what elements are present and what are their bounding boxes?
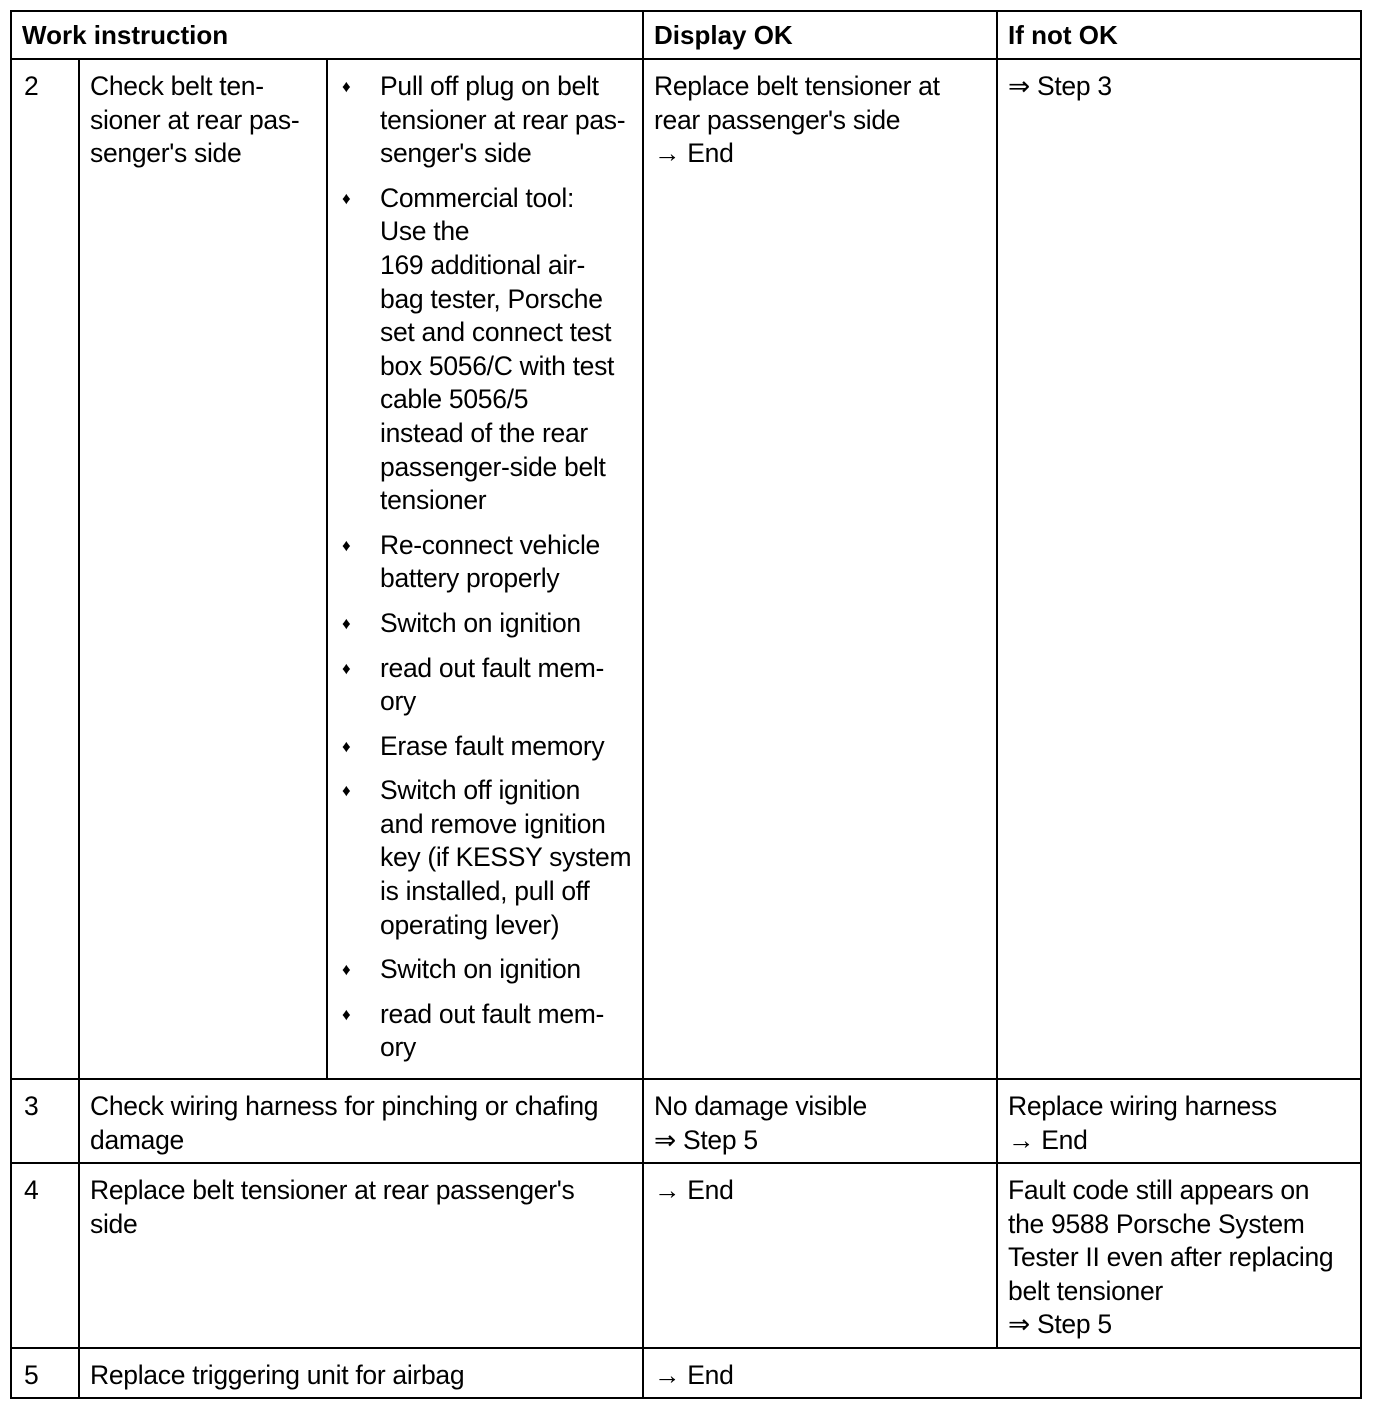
work-instruction-table	[10, 10, 1362, 1399]
header-if-not-ok: If not OK	[997, 11, 1361, 59]
text-line: tensioner at rear pas-	[380, 104, 626, 135]
diamond-bullet-icon: ♦	[342, 658, 351, 678]
display-ok-text	[643, 59, 997, 1079]
text-line: Fault code still appears on	[1008, 1175, 1310, 1205]
if-not-ok-text	[997, 1163, 1361, 1348]
instruction-text	[79, 1163, 643, 1348]
text-line: belt tensioner	[1008, 1275, 1163, 1306]
header-row	[11, 11, 1361, 59]
text-line: battery properly	[380, 563, 560, 594]
if-not-ok-text	[997, 59, 1361, 1079]
text-line: Replace wiring harness	[1008, 1091, 1277, 1121]
text-line: Re-connect vehicle	[380, 529, 600, 560]
text-line: instead of the rear	[380, 417, 588, 448]
text-line: cable 5056/5	[380, 384, 529, 415]
text-line: senger's side	[90, 138, 242, 169]
step-number: 5	[11, 1348, 79, 1398]
text-line: 169 additional air-	[380, 249, 585, 280]
display-ok-text	[643, 1163, 997, 1348]
instruction-text	[79, 59, 327, 1079]
bullet-item	[338, 953, 634, 987]
text-line: Replace triggering unit for airbag	[90, 1360, 465, 1390]
diamond-bullet-icon: ♦	[342, 960, 351, 980]
diamond-bullet-icon: ♦	[342, 613, 351, 633]
bullet-item	[338, 730, 634, 764]
text-line: is installed, pull off	[380, 876, 590, 907]
text-line: operating lever)	[380, 909, 560, 940]
bullet-item	[338, 182, 634, 518]
bullet-text	[380, 607, 634, 641]
text-line: Pull off plug on belt	[380, 71, 599, 101]
text-line: set and connect test	[380, 317, 612, 348]
text-line: ory	[380, 686, 416, 717]
diamond-bullet-icon: ♦	[342, 1004, 351, 1024]
bullet-text	[380, 774, 634, 942]
step-number: 2	[11, 59, 79, 1079]
diamond-bullet-icon: ♦	[342, 781, 351, 801]
text-line: damage	[90, 1124, 184, 1155]
text-line: Switch off ignition	[380, 775, 581, 806]
text-line: ory	[380, 1032, 416, 1063]
bullet-item	[338, 70, 634, 171]
bullet-text	[380, 730, 634, 764]
text-line: → End	[1008, 1124, 1088, 1155]
text-line: Use the	[380, 216, 470, 247]
bullet-text	[380, 998, 634, 1065]
bullet-text	[380, 70, 634, 171]
text-line: Switch on ignition	[380, 607, 581, 638]
bullet-item	[338, 607, 634, 641]
instruction-text	[79, 1079, 643, 1163]
display-ok-text	[643, 1079, 997, 1163]
text-line: Erase fault memory	[380, 730, 605, 761]
bullet-text	[380, 182, 634, 518]
text-line: → End	[654, 1360, 734, 1390]
text-line: Replace belt tensioner at rear passenger's	[90, 1175, 575, 1205]
diamond-bullet-icon: ♦	[342, 77, 351, 96]
text-line: Commercial tool:	[380, 182, 575, 213]
bullet-item	[338, 652, 634, 719]
text-line: box 5056/C with test	[380, 350, 615, 381]
text-line: Replace belt tensioner at	[654, 71, 940, 101]
text-line: passenger-side belt	[380, 451, 606, 482]
bullet-text	[380, 652, 634, 719]
text-line: Switch on ignition	[380, 954, 581, 985]
text-line: bag tester, Porsche	[380, 283, 603, 314]
diamond-bullet-icon: ♦	[342, 188, 351, 208]
diamond-bullet-icon: ♦	[342, 535, 351, 555]
text-line: ⇒ Step 5	[1008, 1309, 1112, 1340]
text-line: and remove ignition	[380, 808, 606, 839]
text-line: ⇒ Step 5	[654, 1124, 758, 1155]
table-row-step-5	[11, 1348, 1361, 1398]
text-line: Check belt ten-	[90, 71, 264, 101]
text-line: Check wiring harness for pinching or chafing	[90, 1091, 599, 1121]
text-line: senger's side	[380, 138, 532, 169]
table-row-step-4	[11, 1163, 1361, 1348]
header-work-instruction: Work instruction	[11, 11, 643, 59]
text-line: key (if KESSY system	[380, 842, 632, 873]
text-line: No damage visible	[654, 1091, 867, 1121]
bullet-text	[380, 953, 634, 987]
bullet-text	[380, 529, 634, 596]
table-row-step-3	[11, 1079, 1361, 1163]
step-number: 3	[11, 1079, 79, 1163]
bullet-item	[338, 529, 634, 596]
text-line: sioner at rear pas-	[90, 104, 300, 135]
diamond-bullet-icon: ♦	[342, 736, 351, 756]
instruction-text	[79, 1348, 643, 1398]
text-line: read out fault mem-	[380, 652, 605, 683]
text-line: → End	[654, 1175, 734, 1205]
bullet-item	[338, 774, 634, 942]
instruction-bullets-cell	[327, 59, 643, 1079]
step-number: 4	[11, 1163, 79, 1348]
text-line: tensioner	[380, 485, 487, 516]
display-ok-text	[643, 1348, 1361, 1398]
text-line: read out fault mem-	[380, 998, 605, 1029]
header-display-ok: Display OK	[643, 11, 997, 59]
text-line: side	[90, 1208, 138, 1239]
bullet-list	[328, 60, 642, 1065]
table-row-step-2	[11, 59, 1361, 1079]
bullet-item	[338, 998, 634, 1065]
text-line: rear passenger's side	[654, 104, 901, 135]
if-not-ok-text	[997, 1079, 1361, 1163]
text-line: the 9588 Porsche System	[1008, 1208, 1305, 1239]
text-line: ⇒ Step 3	[1008, 71, 1112, 101]
text-line: Tester II even after replacing	[1008, 1242, 1334, 1273]
text-line: → End	[654, 138, 734, 169]
